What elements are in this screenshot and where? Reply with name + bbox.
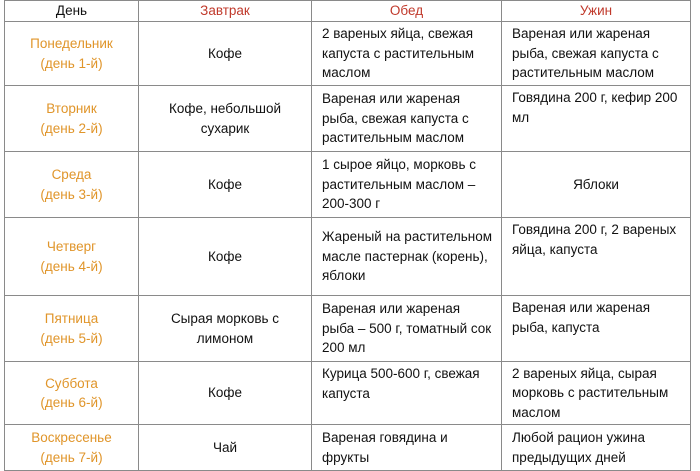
breakfast-cell: Кофе: [139, 22, 312, 86]
table-header-row: [5, 1, 691, 22]
dinner-cell: Любой рацион ужина предыдущих дней: [502, 425, 691, 471]
day-cell: [5, 86, 139, 152]
table-row: [5, 86, 691, 152]
breakfast-cell: Чай: [139, 425, 312, 471]
day-number: (день 6-й): [40, 395, 103, 410]
day-number: (день 2-й): [40, 120, 103, 136]
header-dinner: Ужин: [502, 1, 691, 22]
dinner-cell: Говядина 200 г, 2 вареных яйца, капуста: [502, 218, 691, 296]
day-name: Четверг: [46, 239, 97, 254]
table-row: [5, 218, 691, 296]
table-row: [5, 425, 691, 471]
table-row: [5, 152, 691, 218]
lunch-cell: Курица 500-600 г, свежая капуста: [312, 362, 502, 425]
day-number: (день 5-й): [40, 330, 103, 346]
dinner-cell: Вареная или жареная рыба, свежая капуста с растительным маслом: [502, 22, 691, 86]
table-row: [5, 362, 691, 425]
day-name: Понедельник: [30, 36, 113, 51]
breakfast-cell: Кофе: [139, 218, 312, 296]
lunch-cell: Вареная говядина и фрукты: [312, 425, 502, 471]
dinner-cell: Вареная или жареная рыба, капуста: [502, 296, 691, 362]
day-number: (день 4-й): [40, 258, 103, 274]
day-name: Вторник: [46, 101, 97, 116]
day-cell: [5, 218, 139, 296]
breakfast-cell: Сырая морковь с лимоном: [139, 296, 312, 362]
header-day: День: [5, 1, 139, 22]
day-cell: [5, 425, 139, 471]
day-cell: [5, 362, 139, 425]
header-breakfast: Завтрак: [139, 1, 312, 22]
lunch-cell: Жареный на растительном масле пастернак (корень), яблоки: [312, 218, 502, 296]
day-cell: [5, 22, 139, 86]
diet-plan-table: [4, 0, 691, 471]
lunch-cell: 1 сырое яйцо, морковь с растительным маслом – 200-300 г: [312, 152, 502, 218]
day-name: Пятница: [44, 311, 99, 326]
header-lunch: Обед: [312, 1, 502, 22]
day-cell: [5, 296, 139, 362]
breakfast-cell: Кофе: [139, 152, 312, 218]
breakfast-cell: Кофе: [139, 362, 312, 425]
dinner-cell: Говядина 200 г, кефир 200 мл: [502, 86, 691, 152]
table-row: [5, 22, 691, 86]
day-number: (день 7-й): [40, 449, 103, 465]
day-name: Среда: [51, 167, 92, 182]
lunch-cell: Вареная или жареная рыба, свежая капуста с растительным маслом: [312, 86, 502, 152]
lunch-cell: Вареная или жареная рыба – 500 г, томатный сок 200 мл: [312, 296, 502, 362]
breakfast-cell: Кофе, небольшой сухарик: [139, 86, 312, 152]
dinner-cell: Яблоки: [502, 152, 691, 218]
day-name: Воскресенье: [31, 430, 112, 445]
dinner-cell: 2 вареных яйца, сырая морковь с растительным маслом: [502, 362, 691, 425]
day-number: (день 1-й): [40, 55, 103, 71]
day-number: (день 3-й): [40, 186, 103, 202]
day-name: Суббота: [45, 375, 98, 391]
table-row: [5, 296, 691, 362]
day-cell: [5, 152, 139, 218]
lunch-cell: 2 вареных яйца, свежая капуста с растительным маслом: [312, 22, 502, 86]
